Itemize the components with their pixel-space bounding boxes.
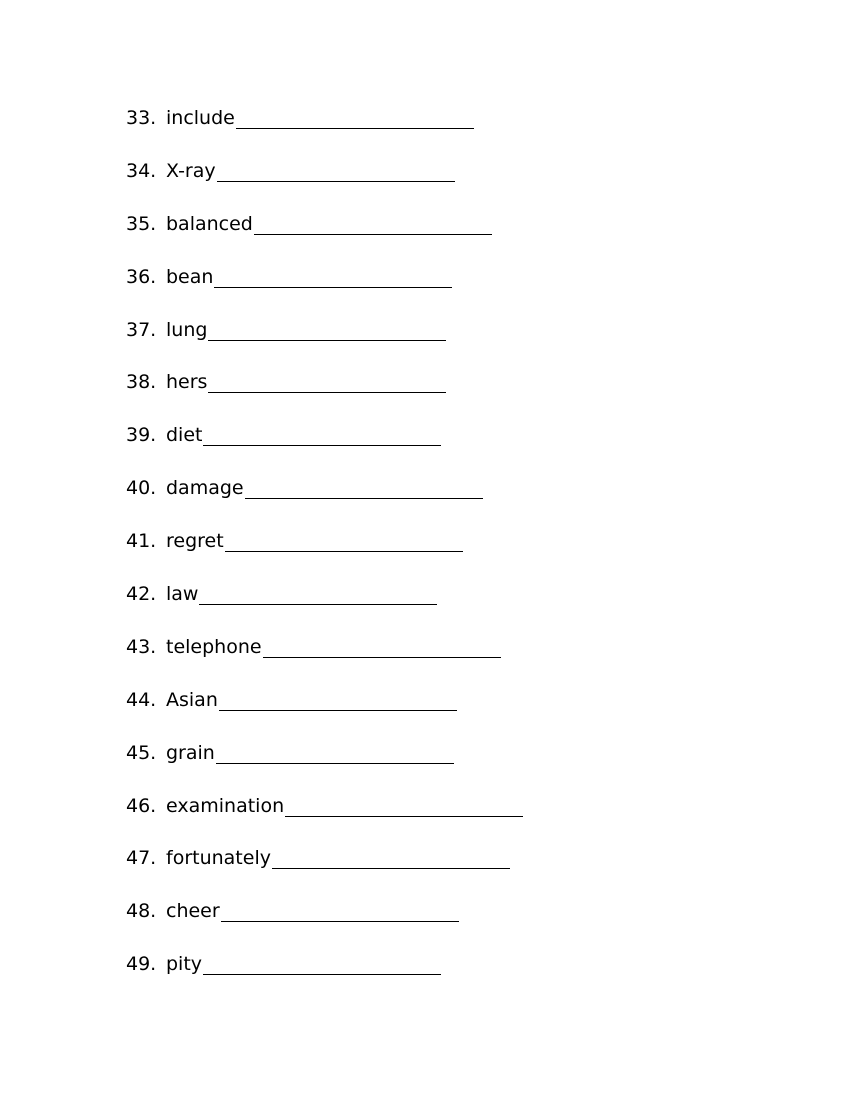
list-item xyxy=(126,897,523,950)
answer-blank[interactable] xyxy=(263,633,501,658)
item-number: 48. xyxy=(126,900,157,923)
answer-blank[interactable] xyxy=(208,316,446,341)
answer-blank[interactable] xyxy=(219,686,457,711)
item-number: 36. xyxy=(126,265,157,288)
answer-blank[interactable] xyxy=(208,368,446,393)
item-number: 34. xyxy=(126,159,157,182)
item-number: 40. xyxy=(126,477,157,500)
answer-blank[interactable] xyxy=(272,844,510,869)
item-number: 37. xyxy=(126,318,157,341)
list-item xyxy=(126,421,523,474)
list-item xyxy=(126,950,523,1003)
vocabulary-list xyxy=(126,104,523,1003)
list-item xyxy=(126,474,523,527)
item-word: diet xyxy=(166,424,203,447)
item-word: cheer xyxy=(166,900,220,923)
list-item xyxy=(126,844,523,897)
answer-blank[interactable] xyxy=(203,950,441,975)
answer-blank[interactable] xyxy=(217,157,455,182)
item-number: 43. xyxy=(126,635,157,658)
list-item xyxy=(126,368,523,421)
answer-blank[interactable] xyxy=(236,104,474,129)
item-number: 39. xyxy=(126,424,157,447)
list-item xyxy=(126,686,523,739)
list-item xyxy=(126,580,523,633)
item-number: 47. xyxy=(126,847,157,870)
item-word: telephone xyxy=(166,635,262,658)
list-item xyxy=(126,210,523,263)
list-item xyxy=(126,527,523,580)
item-word: X-ray xyxy=(166,159,216,182)
list-item xyxy=(126,157,523,210)
answer-blank[interactable] xyxy=(285,792,523,817)
item-number: 44. xyxy=(126,688,157,711)
item-number: 33. xyxy=(126,107,157,129)
item-word: Asian xyxy=(166,688,218,711)
list-item xyxy=(126,633,523,686)
item-word: law xyxy=(166,583,199,606)
item-word: balanced xyxy=(166,212,253,235)
item-number: 49. xyxy=(126,953,157,976)
item-word: lung xyxy=(166,318,208,341)
answer-blank[interactable] xyxy=(216,739,454,764)
answer-blank[interactable] xyxy=(245,474,483,499)
item-word: examination xyxy=(166,794,285,817)
item-word: fortunately xyxy=(166,847,271,870)
item-word: hers xyxy=(166,371,208,394)
answer-blank[interactable] xyxy=(214,263,452,288)
answer-blank[interactable] xyxy=(203,421,441,446)
item-word: regret xyxy=(166,530,224,553)
item-number: 46. xyxy=(126,794,157,817)
item-word: bean xyxy=(166,265,214,288)
list-item xyxy=(126,739,523,792)
list-item xyxy=(126,316,523,369)
answer-blank[interactable] xyxy=(254,210,492,235)
item-word: damage xyxy=(166,477,244,500)
answer-blank[interactable] xyxy=(199,580,437,605)
item-number: 35. xyxy=(126,212,157,235)
item-number: 38. xyxy=(126,371,157,394)
answer-blank[interactable] xyxy=(221,897,459,922)
item-word: pity xyxy=(166,953,203,976)
item-number: 45. xyxy=(126,741,157,764)
list-item xyxy=(126,263,523,316)
item-word: include xyxy=(166,107,235,129)
item-number: 41. xyxy=(126,530,157,553)
item-number: 42. xyxy=(126,583,157,606)
answer-blank[interactable] xyxy=(225,527,463,552)
list-item xyxy=(126,792,523,845)
list-item xyxy=(126,104,523,157)
item-word: grain xyxy=(166,741,215,764)
